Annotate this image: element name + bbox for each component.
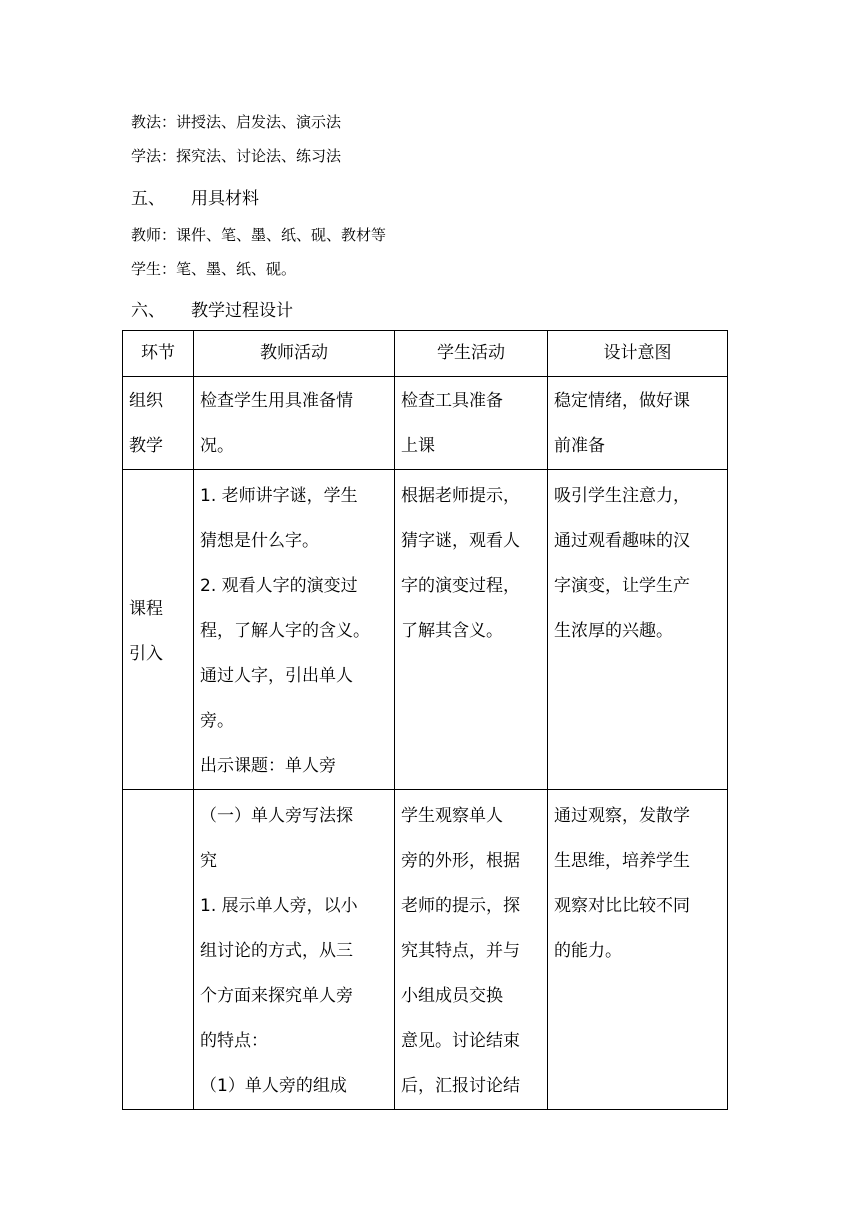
- cell-line: 观察对比比较不同: [554, 896, 690, 916]
- column-header: 学生活动: [395, 331, 548, 377]
- table-row: [123, 470, 728, 790]
- learning-methods: 学法：探究法、讨论法、练习法: [131, 147, 342, 165]
- cell-line: 组织: [129, 391, 163, 411]
- cell-line: （1）单人旁的组成: [200, 1076, 347, 1096]
- cell-line: 吸引学生注意力，: [554, 486, 690, 506]
- section-heading-6: [131, 296, 293, 321]
- stage-cell: [123, 470, 194, 790]
- cell-line: 小组成员交换: [401, 986, 503, 1006]
- cell-line: 检查学生用具准备情: [200, 391, 353, 411]
- student-activity-cell: [395, 377, 548, 470]
- teaching-process-table: [122, 330, 728, 1110]
- section-title: 用具材料: [191, 189, 259, 209]
- student-activity-cell: [395, 790, 548, 1110]
- cell-line: 引入: [129, 643, 163, 664]
- cell-line: 猜字谜，观看人: [401, 531, 520, 551]
- cell-line: 生浓厚的兴趣。: [554, 621, 673, 641]
- design-intent-cell: [548, 790, 728, 1110]
- table-row: [123, 377, 728, 470]
- cell-line: 意见。讨论结束: [401, 1031, 520, 1051]
- cell-line: 的特点：: [200, 1031, 268, 1051]
- design-intent-cell: [548, 377, 728, 470]
- cell-line: 个方面来探究单人旁: [200, 986, 353, 1006]
- teacher-materials: 教师：课件、笔、墨、纸、砚、教材等: [131, 226, 387, 244]
- cell-line: 通过观察，发散学: [554, 806, 690, 826]
- cell-line: 程，了解人字的含义。: [200, 621, 370, 641]
- section-heading-5: [131, 184, 259, 209]
- section-number: 六、: [131, 301, 165, 321]
- cell-line: 2. 观看人字的演变过: [200, 576, 358, 596]
- cell-line: 况。: [200, 436, 234, 456]
- section-number: 五、: [131, 189, 165, 209]
- cell-line: 究: [200, 851, 217, 871]
- table-row: [123, 790, 728, 1110]
- cell-line: 旁的外形，根据: [401, 851, 520, 871]
- cell-line: 教学: [129, 436, 163, 456]
- cell-line: 了解其含义。: [401, 621, 503, 641]
- table-header-row: [123, 331, 728, 377]
- cell-line: 字演变，让学生产: [554, 576, 690, 596]
- student-materials: 学生：笔、墨、纸、砚。: [131, 260, 297, 278]
- cell-line: 旁。: [200, 711, 234, 731]
- cell-line: 猜想是什么字。: [200, 531, 319, 551]
- section-title: 教学过程设计: [191, 301, 293, 321]
- cell-line: 1. 老师讲字谜，学生: [200, 486, 358, 506]
- teaching-methods: 教法：讲授法、启发法、演示法: [131, 113, 342, 131]
- cell-line: 学生观察单人: [401, 806, 503, 826]
- cell-line: 出示课题：单人旁: [200, 756, 336, 776]
- cell-line: 1. 展示单人旁，以小: [200, 896, 358, 916]
- stage-cell: [123, 377, 194, 470]
- cell-line: 生思维，培养学生: [554, 851, 690, 871]
- stage-cell: [123, 790, 194, 1110]
- cell-line: 根据老师提示，: [401, 486, 520, 506]
- design-intent-cell: [548, 470, 728, 790]
- cell-line: 后，汇报讨论结: [401, 1076, 520, 1096]
- cell-line: 前准备: [554, 436, 605, 456]
- column-header: 设计意图: [548, 331, 728, 377]
- cell-line: 检查工具准备: [401, 391, 503, 411]
- cell-line: 老师的提示，探: [401, 896, 520, 916]
- cell-line: 通过观看趣味的汉: [554, 531, 690, 551]
- cell-line: （一）单人旁写法探: [200, 806, 353, 826]
- cell-line: 稳定情绪，做好课: [554, 391, 690, 411]
- cell-line: 字的演变过程，: [401, 576, 520, 596]
- teacher-activity-cell: [194, 377, 395, 470]
- cell-line: 的能力。: [554, 941, 622, 961]
- cell-line: 究其特点，并与: [401, 941, 520, 961]
- column-header: 教师活动: [194, 331, 395, 377]
- teacher-activity-cell: [194, 470, 395, 790]
- cell-line: 上课: [401, 436, 435, 456]
- cell-line: 组讨论的方式，从三: [200, 941, 353, 961]
- teacher-activity-cell: [194, 790, 395, 1110]
- column-header: 环节: [123, 331, 194, 377]
- student-activity-cell: [395, 470, 548, 790]
- cell-line: 通过人字，引出单人: [200, 666, 353, 686]
- cell-line: 课程: [129, 598, 163, 619]
